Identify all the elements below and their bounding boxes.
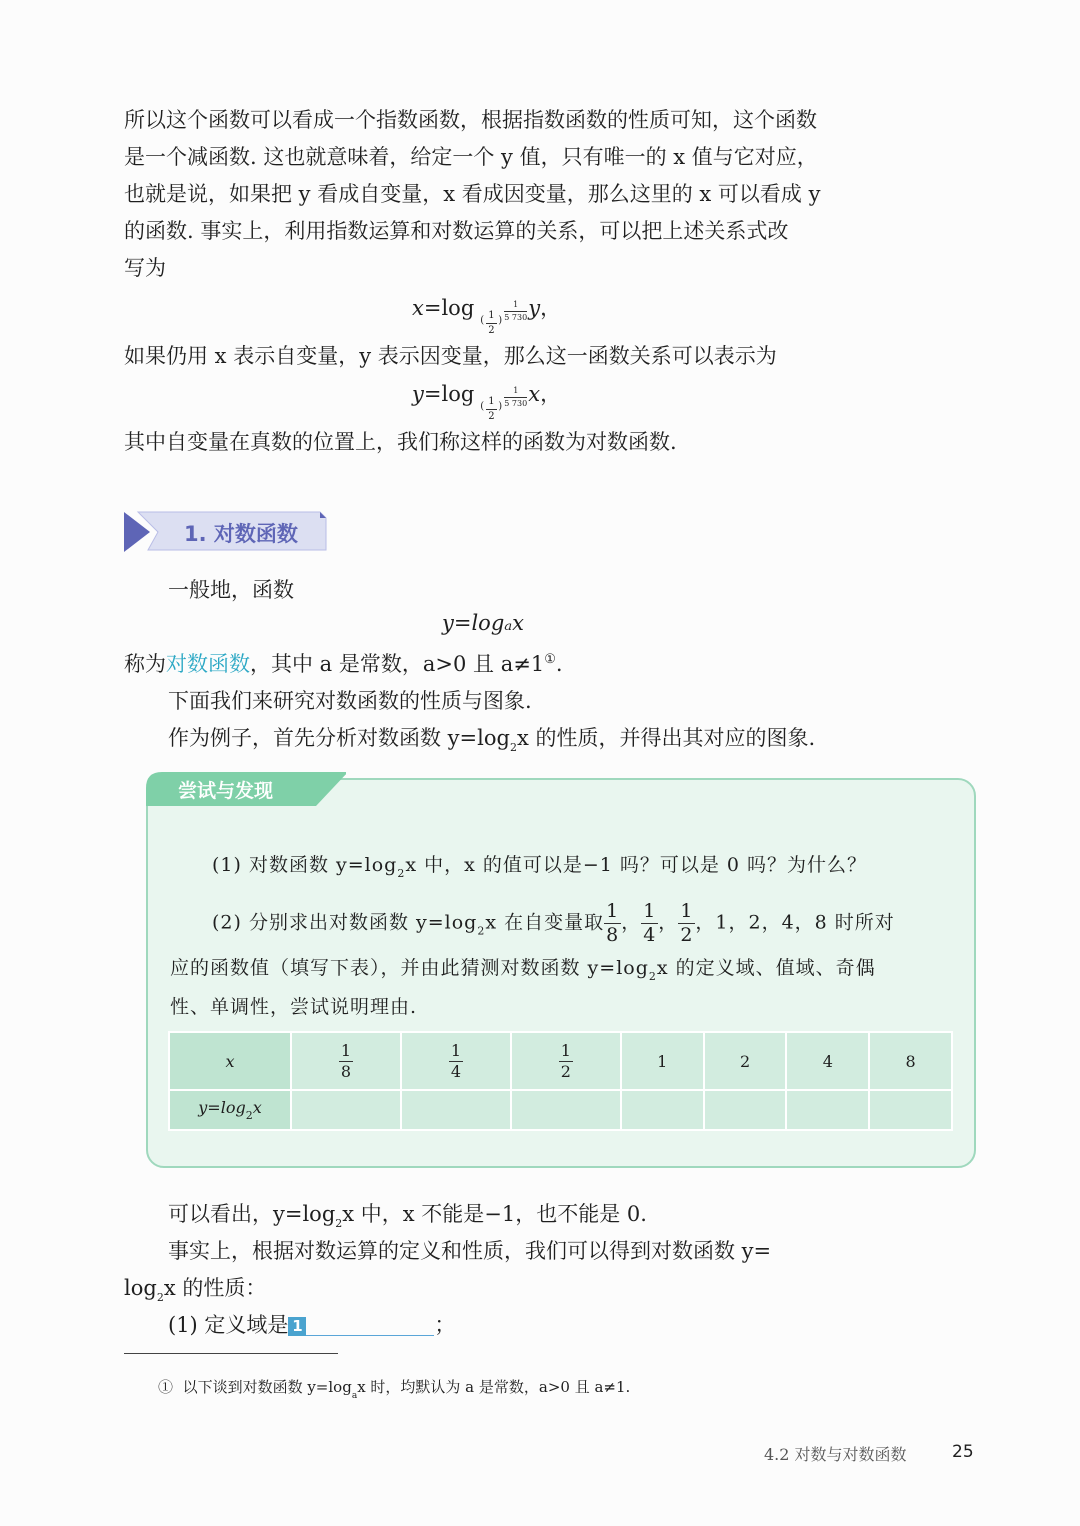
table-cell: 2 <box>704 1032 787 1090</box>
footnote: ① 以下谈到对数函数 $y=\log_ax$ 时，均默认为 a 是常数，a>0 且 a≠1. <box>158 1378 631 1401</box>
footnote-ref[interactable]: ① <box>544 652 556 667</box>
text-line: 可以看出，$y=\log_2x$ 中，x 不能是−1，也不能是 0. <box>168 1202 647 1230</box>
question-2-line2: 应的函数值（填写下表），并由此猜测对数函数 $y=\log_2x$ 的定义域、值域、奇偶 <box>170 957 876 983</box>
table-input-cell[interactable] <box>704 1090 787 1130</box>
footnote-divider <box>124 1353 338 1354</box>
question-2: (2) 分别求出对数函数 $y=\log_2x$ 在自变量取 $\frac{1}{8}$ ， $\frac{1}{4}$ ， $\frac{1}{2}$ ，1，2，4，8 时所对 <box>212 900 895 946</box>
text-line: 事实上，根据对数运算的定义和性质，我们可以得到对数函数 y= <box>168 1239 772 1263</box>
table-cell: $\frac{1}{2}$ <box>511 1032 621 1090</box>
formula-definition: y=logₐx <box>442 611 524 635</box>
text-line: 作为例子，首先分析对数函数 $y=\log_2x$ 的性质，并得出其对应的图象. <box>168 726 816 754</box>
table-input-cell[interactable] <box>291 1090 401 1130</box>
page-number: 25 <box>952 1442 974 1462</box>
table-input-cell[interactable] <box>786 1090 869 1130</box>
definition-line: 称为对数函数，其中 a 是常数，a>0 且 a≠1①. <box>124 652 563 676</box>
text-line: $\log_2x$ 的性质： <box>124 1276 267 1304</box>
table-row <box>169 1090 952 1130</box>
section-title: 1. 对数函数 <box>184 522 298 546</box>
table-input-cell[interactable] <box>621 1090 704 1130</box>
formula-log-x: x=log ( 1 2 ) 1 5 730 y， <box>412 296 562 336</box>
text-line: 也就是说，如果把 y 看成自变量，x 看成因变量，那么这里的 x 可以看成 y <box>124 182 821 206</box>
footer-section: 4.2 对数与对数函数 <box>764 1445 907 1464</box>
table-row <box>169 1032 952 1090</box>
table-cell: 8 <box>869 1032 952 1090</box>
domain-line: (1) 定义域是 1 ； <box>168 1313 456 1337</box>
text-line: 如果仍用 x 表示自变量，y 表示因变量，那么这一函数关系可以表示为 <box>124 344 777 368</box>
text-line: 一般地，函数 <box>168 578 294 602</box>
table-header-y: $y=\log_2x$ <box>169 1090 291 1130</box>
blank-number-badge: 1 <box>288 1317 306 1336</box>
text-line: 所以这个函数可以看成一个指数函数，根据指数函数的性质可知，这个函数 <box>124 108 817 132</box>
question-2-line3: 性、单调性，尝试说明理由. <box>170 996 418 1018</box>
text-line: 的函数. 事实上，利用指数运算和对数运算的关系，可以把上述关系式改 <box>124 219 789 243</box>
table-header-x: x <box>169 1032 291 1090</box>
text-line: 是一个减函数. 这也就意味着，给定一个 y 值，只有唯一的 x 值与它对应， <box>124 145 818 169</box>
table-cell: 1 <box>621 1032 704 1090</box>
term-logarithmic-function: 对数函数 <box>166 652 250 676</box>
table-cell: 4 <box>786 1032 869 1090</box>
table-cell: $\frac{1}{4}$ <box>401 1032 511 1090</box>
value-table <box>168 1031 953 1131</box>
answer-blank[interactable] <box>306 1313 434 1336</box>
table-input-cell[interactable] <box>869 1090 952 1130</box>
table-input-cell[interactable] <box>401 1090 511 1130</box>
table-cell: $\frac{1}{8}$ <box>291 1032 401 1090</box>
text-line: 下面我们来研究对数函数的性质与图象. <box>168 689 532 713</box>
section-header <box>124 510 330 554</box>
text-line: 其中自变量在真数的位置上，我们称这样的函数为对数函数. <box>124 430 677 454</box>
text-line: 写为 <box>124 256 166 280</box>
formula-log-y: y=log ( 1 2 ) 1 5 730 x， <box>412 382 562 422</box>
question-1: (1) 对数函数 $y=\log_2x$ 中，x 的值可以是−1 吗？可以是 0 吗？为什么？ <box>212 854 868 880</box>
box-tab-label: 尝试与发现 <box>178 780 274 802</box>
table-input-cell[interactable] <box>511 1090 621 1130</box>
